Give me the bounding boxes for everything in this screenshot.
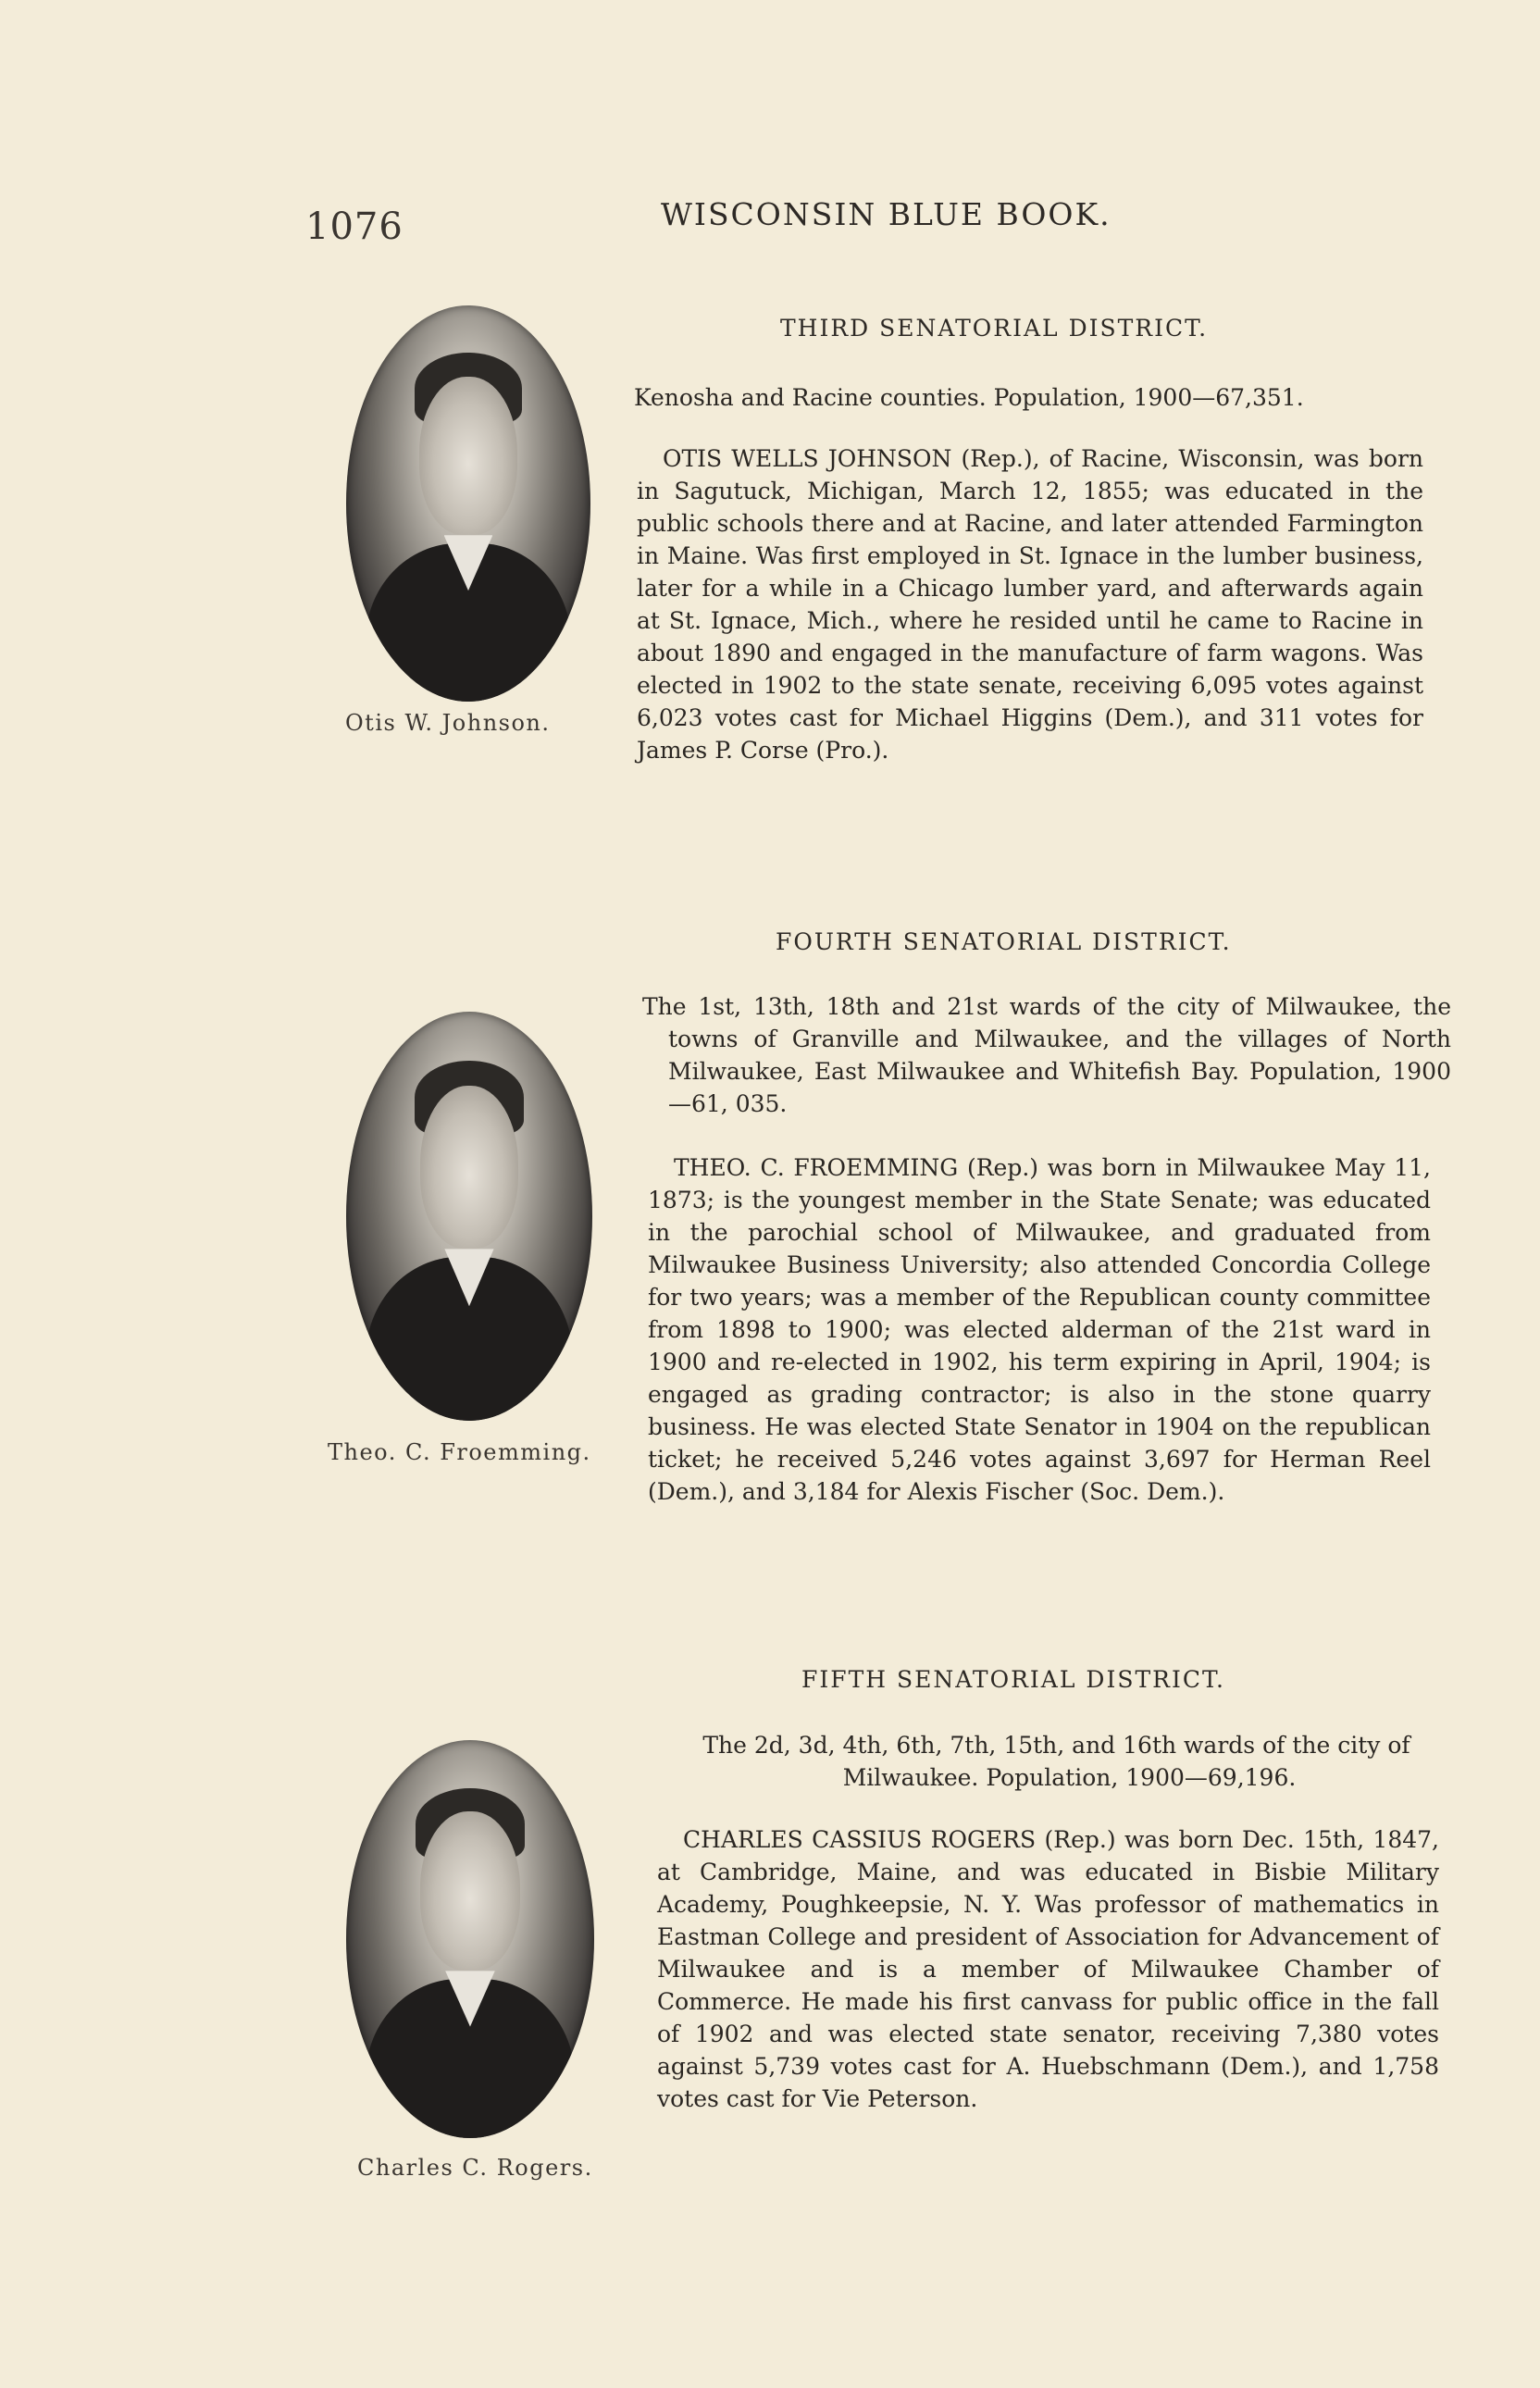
portrait-caption: Charles C. Rogers.	[357, 2155, 593, 2181]
district-area: The 1st, 13th, 18th and 21st wards of the city of Milwaukee, the towns of Granville and Milwaukee, and the villages of North Milwaukee, East Milwaukee and Whitefish Bay. Population, 1900—61, 035.	[642, 993, 1451, 1117]
district-title: FIFTH SENATORIAL DISTRICT.	[801, 1666, 1225, 1693]
district-title: THIRD SENATORIAL DISTRICT.	[780, 315, 1209, 342]
portrait-otis-johnson	[346, 305, 590, 702]
district-area: The 2d, 3d, 4th, 6th, 7th, 15th, and 16th wards of the city of Milwaukee. Population, 1900—69,196.	[702, 1732, 1410, 1791]
district-area: Kenosha and Racine counties. Population, 1900—67,351.	[634, 384, 1304, 411]
page-number: 1076	[305, 205, 404, 248]
senator-bio: OTIS WELLS JOHNSON (Rep.), of Racine, Wisconsin, was born in Sagutuck, Michigan, March 12, 1855; was educated in the public schools there and at Racine, and later attended Farmington in Maine. Was first employed in St. Ignace in the lumber business, later for a while in a Chicago lumber yard, and afterwards again at St. Ignace, Mich., where he resided until he came to Racine in about 1890 and engaged in the manufacture of farm wagons. Was elected in 1902 to the state senate, receiving 6,095 votes against 6,023 votes cast for Michael Higgins (Dem.), and 311 votes for James P. Corse (Pro.).	[637, 445, 1423, 764]
portrait-caption: Otis W. Johnson.	[345, 710, 551, 736]
portrait-charles-rogers	[346, 1740, 594, 2138]
district-title: FOURTH SENATORIAL DISTRICT.	[776, 928, 1232, 955]
senator-bio: CHARLES CASSIUS ROGERS (Rep.) was born Dec. 15th, 1847, at Cambridge, Maine, and was educated in Bisbie Military Academy, Poughkeepsie, N. Y. Was professor of mathematics in Eastman College and president of Association for Advancement of Milwaukee and is a member of Milwaukee Chamber of Commerce. He made his first canvass for public office in the fall of 1902 and was elected state senator, receiving 7,380 votes against 5,739 votes cast for A. Huebschmann (Dem.), and 1,758 votes cast for Vie Peterson.	[657, 1826, 1439, 2112]
portrait-caption: Theo. C. Froemming.	[328, 1439, 591, 1465]
senator-bio: THEO. C. FROEMMING (Rep.) was born in Milwaukee May 11, 1873; is the youngest member in the State Senate; was educated in the parochial school of Milwaukee, and graduated from Milwaukee Business University; also attended Concordia College for two years; was a member of the Republican county committee from 1898 to 1900; was elected alderman of the 21st ward in 1900 and re-elected in 1902, his term expiring in April, 1904; is engaged as grading contractor; is also in the stone quarry business. He was elected State Senator in 1904 on the republican ticket; he received 5,246 votes against 3,697 for Herman Reel (Dem.), and 3,184 for Alexis Fischer (Soc. Dem.).	[648, 1154, 1431, 1505]
running-head: WISCONSIN BLUE BOOK.	[661, 196, 1112, 232]
portrait-theo-froemming	[346, 1012, 592, 1421]
